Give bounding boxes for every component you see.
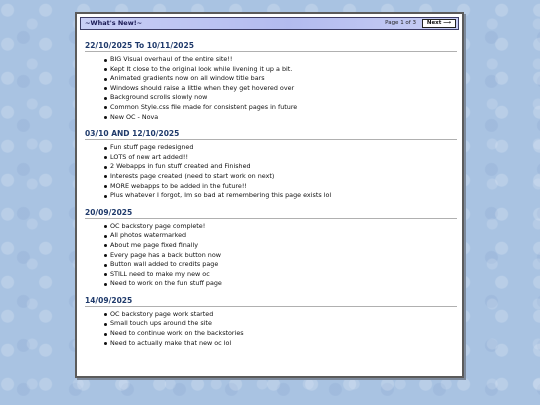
list-item: STILL need to make my new oc [110, 270, 457, 280]
list-item: Animated gradients now on all window title bars [110, 74, 457, 84]
list-item: Need to actually make that new oc lol [110, 339, 457, 349]
list-item: OC backstory page complete! [110, 222, 457, 232]
list-item: Background scrolls slowly now [110, 93, 457, 103]
list-item: BIG Visual overhaul of the entire site!! [110, 55, 457, 65]
page-indicator: Page 1 of 3 [385, 20, 416, 26]
section-heading: 03/10 AND 12/10/2025 [85, 129, 457, 140]
next-button[interactable]: Next ⟶ [422, 19, 456, 28]
section-heading: 22/10/2025 To 10/11/2025 [85, 41, 457, 52]
changelog-section [85, 41, 457, 122]
changelog-list [85, 143, 457, 201]
changelog-section [85, 129, 457, 201]
whats-new-window [75, 12, 464, 378]
list-item: 2 Webapps in fun stuff created and Finished [110, 162, 457, 172]
list-item: MORE webapps to be added in the future!! [110, 182, 457, 192]
window-title: ~What's New!~ [85, 19, 143, 27]
list-item: Plus whatever I forgot, Im so bad at remembering this page exists lol [110, 191, 457, 201]
list-item: Windows should raise a little when they get hovered over [110, 84, 457, 94]
changelog-list [85, 222, 457, 289]
list-item: Need to work on the fun stuff page [110, 279, 457, 289]
section-heading: 20/09/2025 [85, 208, 457, 219]
changelog-section [85, 208, 457, 289]
changelog-list [85, 55, 457, 122]
list-item: Need to continue work on the backstories [110, 329, 457, 339]
list-item: New OC - Nova [110, 113, 457, 123]
changelog-content [85, 41, 457, 355]
window-title-bar[interactable] [80, 17, 459, 30]
section-heading: 14/09/2025 [85, 296, 457, 307]
list-item: About me page fixed finally [110, 241, 457, 251]
list-item: Every page has a back button now [110, 251, 457, 261]
list-item: Button wall added to credits page [110, 260, 457, 270]
list-item: Kept It close to the original look while livening it up a bit. [110, 65, 457, 75]
list-item: Small touch ups around the site [110, 319, 457, 329]
list-item: All photos watermarked [110, 231, 457, 241]
list-item: OC backstory page work started [110, 310, 457, 320]
changelog-section [85, 296, 457, 348]
list-item: Interests page created (need to start work on next) [110, 172, 457, 182]
list-item: LOTS of new art added!! [110, 153, 457, 163]
changelog-list [85, 310, 457, 348]
list-item: Fun stuff page redesigned [110, 143, 457, 153]
list-item: Common Style.css file made for consistent pages in future [110, 103, 457, 113]
